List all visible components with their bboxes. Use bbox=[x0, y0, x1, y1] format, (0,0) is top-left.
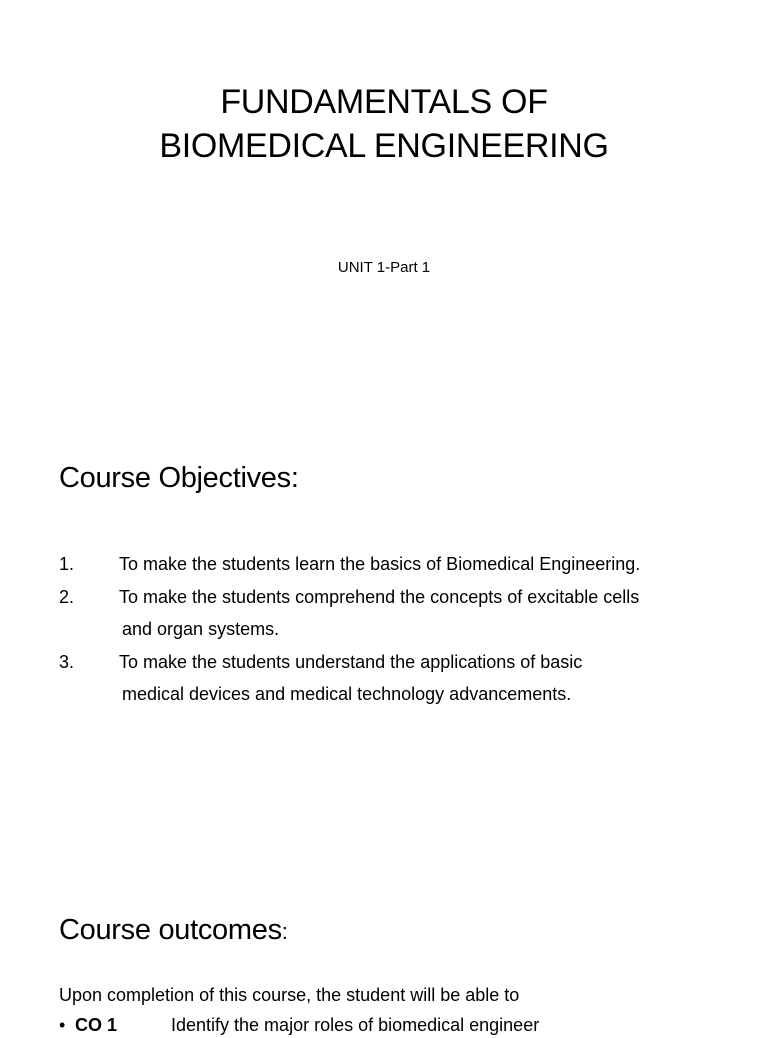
objective-text-line: To make the students comprehend the concepts of excitable cells bbox=[119, 586, 640, 607]
outcome-label: CO 1 bbox=[75, 1015, 118, 1035]
objective-item-1 bbox=[59, 548, 739, 581]
objective-text bbox=[119, 548, 739, 581]
outcome-item-1 bbox=[59, 1012, 539, 1038]
objective-text-line: To make the students learn the basics of Biomedical Engineering. bbox=[119, 554, 641, 574]
title-line-2: BIOMEDICAL ENGINEERING bbox=[159, 127, 609, 165]
objective-number: 3. bbox=[59, 651, 75, 672]
objective-text-continuation: and organ systems. bbox=[122, 619, 280, 639]
unit-subtitle: UNIT 1-Part 1 bbox=[337, 259, 431, 276]
objectives-heading: Course Objectives: bbox=[59, 462, 299, 494]
outcomes-heading bbox=[59, 912, 288, 950]
objectives-list bbox=[59, 548, 739, 711]
outcome-text: Identify the major roles of biomedical engineer bbox=[171, 1015, 540, 1035]
outcomes-intro: Upon completion of this course, the student will be able to bbox=[59, 985, 520, 1005]
objective-text-continuation: medical devices and medical technology advancements. bbox=[122, 684, 572, 704]
bullet-icon: • bbox=[59, 1015, 66, 1035]
objective-text bbox=[119, 646, 739, 711]
title-line-1: FUNDAMENTALS OF bbox=[220, 83, 548, 121]
outcomes-heading-colon: : bbox=[281, 919, 288, 944]
objective-item-3 bbox=[59, 646, 739, 711]
objective-number: 2. bbox=[59, 586, 75, 607]
objective-text-line: To make the students understand the applications of basic bbox=[119, 651, 583, 672]
objective-number: 1. bbox=[59, 554, 75, 574]
outcomes-heading-text: Course outcomes bbox=[59, 914, 282, 946]
objective-item-2 bbox=[59, 581, 739, 646]
objective-text bbox=[119, 581, 739, 646]
document-title bbox=[0, 80, 768, 168]
